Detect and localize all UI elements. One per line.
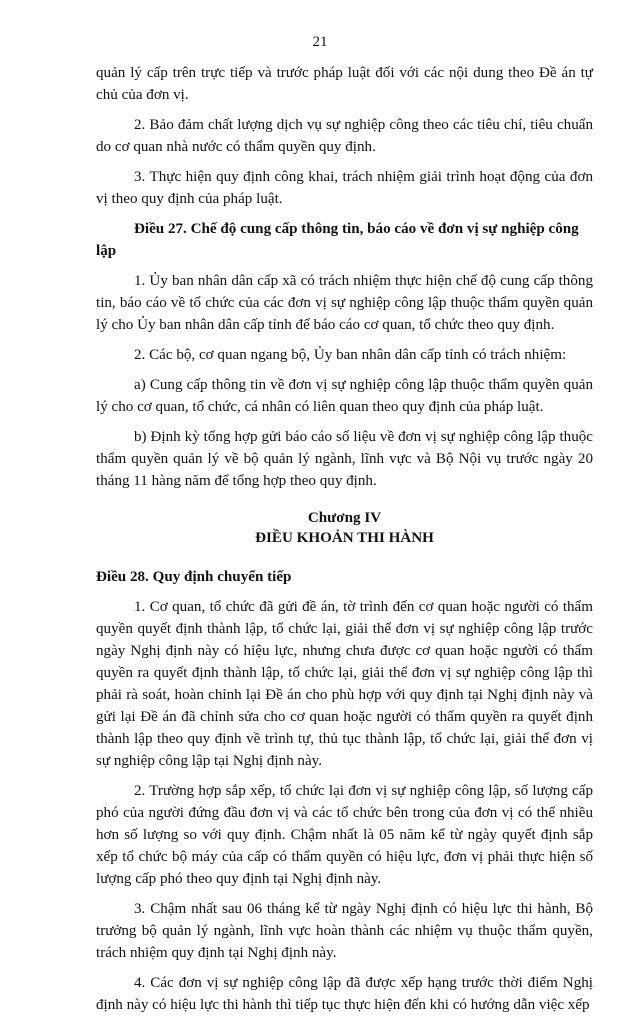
document-body [96, 62, 593, 1024]
article-27-title: Điều 27. Chế độ cung cấp thông tin, báo cáo về đơn vị sự nghiệp công lập [96, 221, 579, 259]
article-28-paragraph-1: 1. Cơ quan, tổ chức đã gửi đề án, tờ trình đến cơ quan hoặc người có thẩm quyền quyết định thành lập, tổ chức lại, giải thể đơn vị sự nghiệp công lập trước ngày Nghị định này có hiệu lực, nhưng chưa được cơ quan hoặc người có thẩm quyền ra quyết định thành lập, tổ chức lại, giải thể đơn vị sự nghiệp công lập thì phải rà soát, hoàn chỉnh lại Đề án cho phù hợp với quy định tại Nghị định này và gửi lại Đề án đã chỉnh sửa cho cơ quan hoặc người có thẩm quyền ra quyết định thành lập theo quy định về trình tự, thủ tục thành lập, tổ chức lại, giải thể đơn vị sự nghiệp công lập tại Nghị định này. [96, 599, 593, 769]
article-28-paragraph-2: 2. Trường hợp sắp xếp, tổ chức lại đơn vị sự nghiệp công lập, số lượng cấp phó của người đứng đầu đơn vị và các tổ chức bên trong của đơn vị có thể nhiều hơn số lượng so với quy định. Chậm nhất là 05 năm kể từ ngày quyết định sắp xếp tổ chức bộ máy của cấp có thẩm quyền có hiệu lực, đơn vị phải thực hiện số lượng cấp phó theo quy định tại Nghị định này. [96, 783, 593, 887]
chapter-title: ĐIỀU KHOẢN THI HÀNH [255, 530, 434, 546]
article-27-item-b: b) Định kỳ tổng hợp gửi báo cáo số liệu về đơn vị sự nghiệp công lập thuộc thẩm quyền quản lý về bộ quản lý ngành, lĩnh vực và Bộ Nội vụ trước ngày 20 tháng 11 hàng năm để tổng hợp theo quy định. [96, 429, 593, 489]
paragraph-intro: quản lý cấp trên trực tiếp và trước pháp luật đối với các nội dung theo Đề án tự chủ của đơn vị. [96, 65, 593, 103]
article-28-paragraph-3: 3. Chậm nhất sau 06 tháng kể từ ngày Nghị định có hiệu lực thi hành, Bộ trưởng bộ quản lý ngành, lĩnh vực hoàn thành các nhiệm vụ thuộc thẩm quyền, trách nhiệm quy định tại Nghị định này. [96, 901, 593, 961]
chapter-number: Chương IV [307, 510, 382, 526]
article-27-paragraph-1: 1. Ủy ban nhân dân cấp xã có trách nhiệm thực hiện chế độ cung cấp thông tin, báo cáo về tổ chức của các đơn vị sự nghiệp công lập thuộc thẩm quyền quản lý cho Ủy ban nhân dân cấp tỉnh để báo cáo cơ quan, tổ chức theo quy định. [96, 273, 593, 333]
paragraph-3: 3. Thực hiện quy định công khai, trách nhiệm giải trình hoạt động của đơn vị theo quy định của pháp luật. [96, 169, 593, 207]
article-27-item-a: a) Cung cấp thông tin về đơn vị sự nghiệp công lập thuộc thẩm quyền quản lý cho cơ quan, tổ chức, cá nhân có liên quan theo quy định của pháp luật. [96, 377, 593, 415]
page-number: 21 [312, 34, 328, 50]
article-27-paragraph-2: 2. Các bộ, cơ quan ngang bộ, Ủy ban nhân dân cấp tỉnh có trách nhiệm: [134, 347, 567, 363]
chapter-heading [96, 508, 593, 548]
article-28-title: Điều 28. Quy định chuyển tiếp [96, 569, 292, 585]
article-28-paragraph-4: 4. Các đơn vị sự nghiệp công lập đã được xếp hạng trước thời điểm Nghị định này có hiệu lực thi hành thì tiếp tục thực hiện đến khi có hướng dẫn việc xếp [96, 975, 593, 1013]
paragraph-2: 2. Bảo đảm chất lượng dịch vụ sự nghiệp công theo các tiêu chí, tiêu chuẩn do cơ quan nhà nước có thẩm quyền quy định. [96, 117, 593, 155]
